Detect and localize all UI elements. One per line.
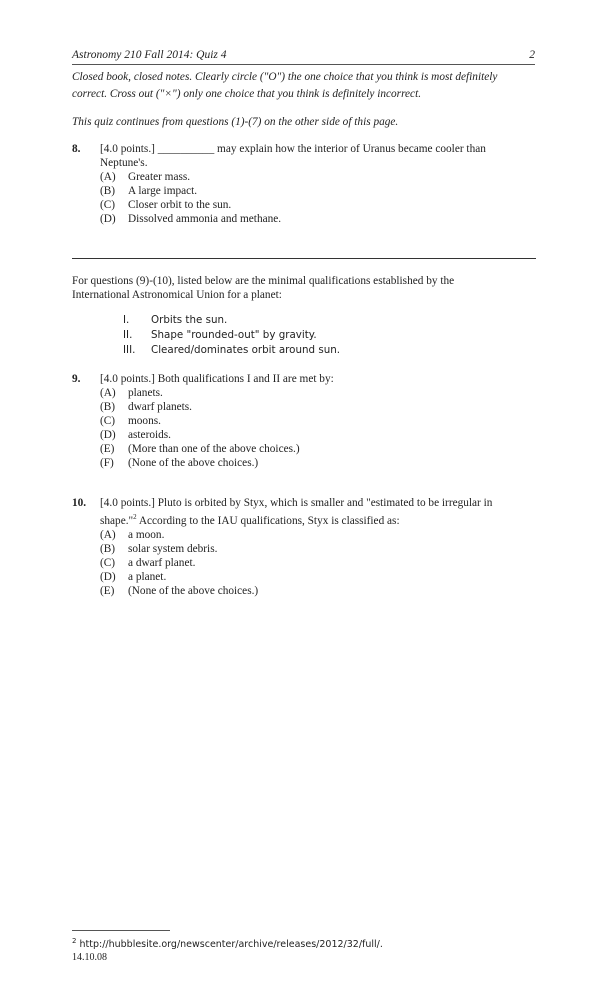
question-10: [72, 496, 542, 596]
option-letter: (F): [100, 457, 114, 469]
date-stamp: 14.10.08: [72, 952, 107, 963]
answer-option: [100, 584, 540, 598]
question-text-line-1: [4.0 points.] Pluto is orbited by Styx, which is smaller and "estimated to be irregular in: [100, 497, 493, 509]
answer-option: [100, 456, 540, 470]
continues-note: This quiz continues from questions (1)-(7) on the other side of this page.: [72, 116, 399, 128]
question-number: 10.: [72, 497, 87, 509]
option-text: Closer orbit to the sun.: [128, 199, 232, 211]
option-text: A large impact.: [128, 185, 198, 197]
footnote: [72, 937, 383, 950]
question-number: 9.: [72, 373, 81, 385]
option-letter: (C): [100, 415, 116, 427]
option-text: a dwarf planet.: [128, 556, 196, 569]
answer-option: [100, 170, 540, 184]
option-text: moons.: [128, 415, 161, 427]
answer-option: [100, 212, 540, 226]
answer-option: [100, 442, 540, 456]
question-text-line-2: [100, 510, 540, 528]
intro-line-1: For questions (9)-(10), listed below are the minimal qualifications established by the: [72, 275, 455, 287]
answer-option: [100, 400, 540, 414]
instructions-line-1: Closed book, closed notes. Clearly circle ("O") the one choice that you think is most definitely: [72, 71, 498, 83]
option-letter: (C): [100, 199, 116, 211]
option-letter: (E): [100, 443, 115, 455]
question-text-line-2a: shape.": [100, 514, 134, 527]
qualification-item: [123, 328, 443, 343]
question-text-line-2b: According to the IAU qualifications, Styx is classified as:: [136, 514, 400, 527]
answer-option: [100, 414, 540, 428]
qualification-text: Orbits the sun.: [151, 314, 228, 326]
answer-option: [100, 428, 540, 442]
option-text: planets.: [128, 387, 163, 399]
option-text: (More than one of the above choices.): [128, 443, 300, 455]
answer-option: [100, 528, 540, 542]
option-letter: (A): [100, 171, 116, 183]
option-letter: (D): [100, 570, 116, 583]
qualifications-list: [123, 313, 443, 358]
option-letter: (C): [100, 556, 116, 569]
option-letter: (D): [100, 213, 116, 225]
question-9: [72, 372, 542, 472]
page-number: 2: [529, 49, 535, 61]
option-letter: (E): [100, 584, 115, 597]
option-letter: (B): [100, 185, 116, 197]
option-text: Dissolved ammonia and methane.: [128, 213, 282, 225]
question-text-line-2: Neptune's.: [100, 157, 148, 169]
answer-option: [100, 570, 540, 584]
answer-option: [100, 542, 540, 556]
option-text: a planet.: [128, 570, 167, 583]
option-letter: (B): [100, 401, 116, 413]
qualification-item: [123, 313, 443, 328]
instructions-line-2: correct. Cross out ("×") only one choice that you think is definitely incorrect.: [72, 88, 422, 100]
footnote-reference: 2: [133, 513, 137, 521]
option-letter: (B): [100, 542, 116, 555]
footnote-url: http://hubblesite.org/newscenter/archive/releases/2012/32/full/.: [76, 939, 383, 951]
qualification-numeral: I.: [123, 314, 130, 326]
question-number: 8.: [72, 143, 81, 155]
question-8: [72, 142, 542, 232]
answer-options: [100, 528, 540, 598]
instructions: [72, 69, 542, 103]
option-text: solar system debris.: [128, 542, 218, 555]
question-text-line-1: [4.0 points.] __________ may explain how the interior of Uranus became cooler than: [100, 143, 486, 155]
qualification-text: Shape "rounded-out" by gravity.: [151, 329, 317, 341]
qualification-item: [123, 343, 443, 358]
option-text: dwarf planets.: [128, 401, 192, 413]
option-letter: (A): [100, 387, 116, 399]
footnote-marker: 2: [72, 937, 77, 945]
option-text: (None of the above choices.): [128, 457, 259, 469]
option-letter: (D): [100, 429, 116, 441]
question-text: [4.0 points.] Both qualifications I and II are met by:: [100, 373, 334, 385]
answer-option: [100, 556, 540, 570]
answer-options: [100, 386, 540, 470]
qualification-text: Cleared/dominates orbit around sun.: [151, 344, 341, 356]
answer-options: [100, 170, 540, 226]
option-text: Greater mass.: [128, 171, 191, 183]
option-text: asteroids.: [128, 429, 171, 441]
answer-option: [100, 386, 540, 400]
option-text: (None of the above choices.): [128, 584, 259, 597]
qualifications-intro: [72, 274, 542, 302]
answer-option: [100, 198, 540, 212]
qualification-numeral: II.: [123, 329, 133, 341]
option-letter: (A): [100, 528, 116, 541]
header-title: Astronomy 210 Fall 2014: Quiz 4: [72, 49, 227, 61]
qualification-numeral: III.: [123, 344, 136, 356]
option-text: a moon.: [128, 528, 165, 541]
answer-option: [100, 184, 540, 198]
section-divider: [72, 258, 536, 259]
footnote-rule: [72, 930, 170, 931]
page-header: [72, 50, 535, 65]
intro-line-2: International Astronomical Union for a planet:: [72, 289, 282, 301]
